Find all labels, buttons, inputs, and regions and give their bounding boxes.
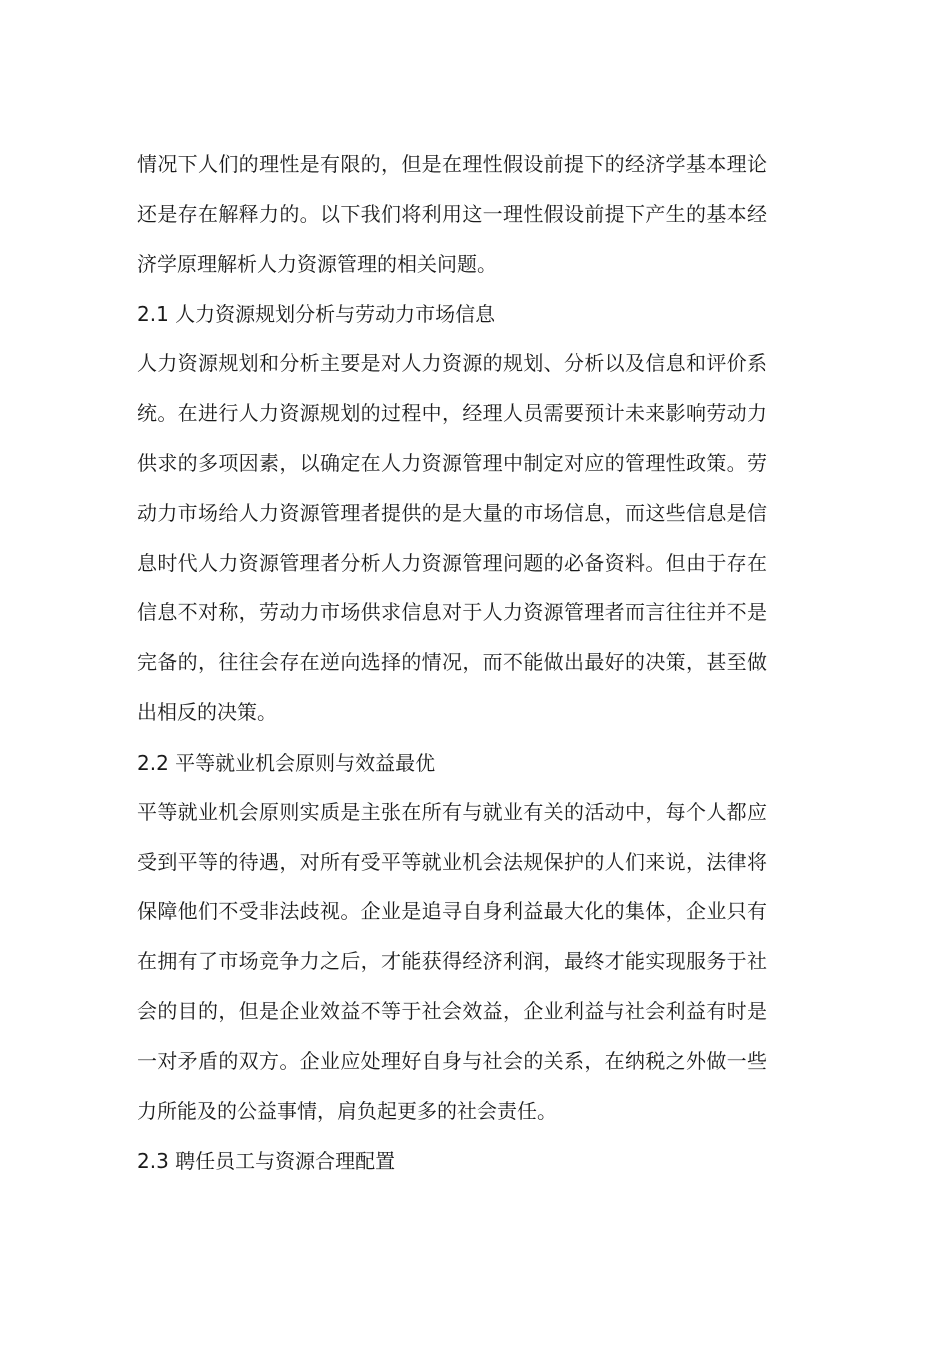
section-heading-2-3: 2.3 聘任员工与资源合理配置 bbox=[137, 1149, 396, 1174]
paragraph-2-1: 人力资源规划和分析主要是对人力资源的规划、分析以及信息和评价系统。在进行人力资源规划的过程中，经理人员需要预计未来影响劳动力供求的多项因素，以确定在人力资源管理中制定对应的管理性政策。劳动力市场给人力资源管理者提供的是大量的市场信息，而这些信息是信息时代人力资源管理者分析人力资源管理问题的必备资料。但由于存在信息不对称，劳动力市场供求信息对于人力资源管理者而言往往并不是完备的，往往会存在逆向选择的情况，而不能做出最好的决策，甚至做出相反的决策。 bbox=[137, 351, 767, 724]
section-heading-2-2: 2.2 平等就业机会原则与效益最优 bbox=[137, 750, 436, 775]
paragraph-intro: 情况下人们的理性是有限的，但是在理性假设前提下的经济学基本理论还是存在解释力的。以下我们将利用这一理性假设前提下产生的基本经济学原理解析人力资源管理的相关问题。 bbox=[137, 152, 767, 276]
document-body bbox=[137, 140, 767, 1186]
section-heading-2-1: 2.1 人力资源规划分析与劳动力市场信息 bbox=[137, 302, 496, 327]
paragraph-2-2: 平等就业机会原则实质是主张在所有与就业有关的活动中，每个人都应受到平等的待遇，对所有受平等就业机会法规保护的人们来说，法律将保障他们不受非法歧视。企业是追寻自身利益最大化的集体，企业只有在拥有了市场竞争力之后，才能获得经济利润，最终才能实现服务于社会的目的，但是企业效益不等于社会效益，企业利益与社会利益有时是一对矛盾的双方。企业应处理好自身与社会的关系，在纳税之外做一些力所能及的公益事情，肩负起更多的社会责任。 bbox=[137, 799, 767, 1123]
